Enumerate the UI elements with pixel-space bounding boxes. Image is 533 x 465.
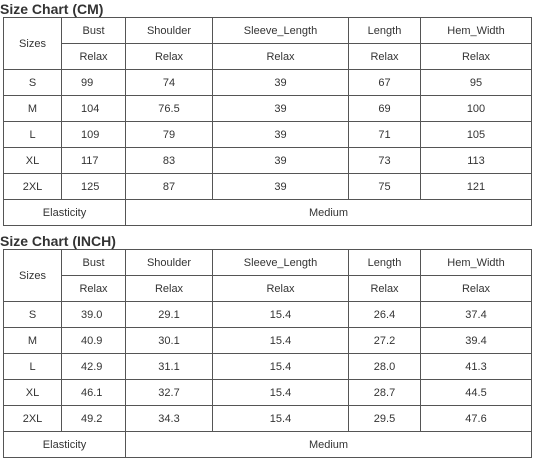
size-label: M: [4, 96, 62, 122]
size-label: S: [4, 70, 62, 96]
size-label: S: [4, 302, 62, 328]
size-chart-cm-table: [3, 17, 532, 226]
hem-width-value: 95: [421, 70, 532, 96]
length-value: 73: [349, 148, 421, 174]
column-header-shoulder: Shoulder: [126, 18, 213, 44]
fit-cell: Relax: [62, 276, 126, 302]
sleeve-length-value: 15.4: [213, 302, 349, 328]
fit-cell: Relax: [349, 276, 421, 302]
size-label: XL: [4, 148, 62, 174]
shoulder-value: 83: [126, 148, 213, 174]
bust-value: 104: [62, 96, 126, 122]
length-value: 28.0: [349, 354, 421, 380]
size-label: L: [4, 354, 62, 380]
bust-value: 42.9: [62, 354, 126, 380]
shoulder-value: 30.1: [126, 328, 213, 354]
fit-cell: Relax: [62, 44, 126, 70]
shoulder-value: 87: [126, 174, 213, 200]
fit-cell: Relax: [126, 44, 213, 70]
hem-width-value: 41.3: [421, 354, 532, 380]
bust-value: 46.1: [62, 380, 126, 406]
sleeve-length-value: 39: [213, 96, 349, 122]
size-label: L: [4, 122, 62, 148]
table-row: [4, 148, 532, 174]
length-value: 69: [349, 96, 421, 122]
sleeve-length-value: 15.4: [213, 354, 349, 380]
bust-value: 99: [62, 70, 126, 96]
fit-cell: Relax: [421, 44, 532, 70]
fit-cell: Relax: [349, 44, 421, 70]
shoulder-value: 34.3: [126, 406, 213, 432]
table-row: [4, 406, 532, 432]
hem-width-value: 39.4: [421, 328, 532, 354]
hem-width-value: 37.4: [421, 302, 532, 328]
length-value: 67: [349, 70, 421, 96]
column-header-hem-width: Hem_Width: [421, 250, 532, 276]
hem-width-value: 44.5: [421, 380, 532, 406]
hem-width-value: 113: [421, 148, 532, 174]
bust-value: 39.0: [62, 302, 126, 328]
elasticity-label: Elasticity: [4, 200, 126, 226]
sleeve-length-value: 15.4: [213, 406, 349, 432]
shoulder-value: 31.1: [126, 354, 213, 380]
sleeve-length-value: 39: [213, 148, 349, 174]
header-row: [4, 250, 532, 276]
size-label: XL: [4, 380, 62, 406]
bust-value: 109: [62, 122, 126, 148]
header-row: [4, 18, 532, 44]
fit-cell: Relax: [421, 276, 532, 302]
length-value: 71: [349, 122, 421, 148]
sizes-header: Sizes: [4, 250, 62, 302]
shoulder-value: 29.1: [126, 302, 213, 328]
column-header-hem-width: Hem_Width: [421, 18, 532, 44]
size-chart-inch-table: [3, 249, 532, 458]
sizes-header: Sizes: [4, 18, 62, 70]
table-row: [4, 302, 532, 328]
bust-value: 40.9: [62, 328, 126, 354]
fit-row: [4, 44, 532, 70]
size-label: M: [4, 328, 62, 354]
shoulder-value: 76.5: [126, 96, 213, 122]
fit-cell: Relax: [213, 44, 349, 70]
column-header-sleeve-length: Sleeve_Length: [213, 250, 349, 276]
shoulder-value: 32.7: [126, 380, 213, 406]
table-row: [4, 174, 532, 200]
sleeve-length-value: 15.4: [213, 380, 349, 406]
elasticity-value: Medium: [126, 432, 532, 458]
sleeve-length-value: 15.4: [213, 328, 349, 354]
table-row: [4, 122, 532, 148]
bust-value: 49.2: [62, 406, 126, 432]
column-header-shoulder: Shoulder: [126, 250, 213, 276]
table-row: [4, 328, 532, 354]
shoulder-value: 74: [126, 70, 213, 96]
table-row: [4, 354, 532, 380]
fit-cell: Relax: [126, 276, 213, 302]
size-chart-inch-title: Size Chart (INCH): [0, 233, 116, 249]
size-label: 2XL: [4, 174, 62, 200]
column-header-bust: Bust: [62, 18, 126, 44]
length-value: 28.7: [349, 380, 421, 406]
hem-width-value: 100: [421, 96, 532, 122]
elasticity-row: [4, 200, 532, 226]
length-value: 29.5: [349, 406, 421, 432]
size-label: 2XL: [4, 406, 62, 432]
hem-width-value: 47.6: [421, 406, 532, 432]
table-row: [4, 70, 532, 96]
fit-row: [4, 276, 532, 302]
length-value: 27.2: [349, 328, 421, 354]
column-header-length: Length: [349, 250, 421, 276]
sleeve-length-value: 39: [213, 122, 349, 148]
bust-value: 125: [62, 174, 126, 200]
bust-value: 117: [62, 148, 126, 174]
table-row: [4, 380, 532, 406]
length-value: 75: [349, 174, 421, 200]
column-header-length: Length: [349, 18, 421, 44]
hem-width-value: 105: [421, 122, 532, 148]
elasticity-value: Medium: [126, 200, 532, 226]
column-header-sleeve-length: Sleeve_Length: [213, 18, 349, 44]
length-value: 26.4: [349, 302, 421, 328]
sleeve-length-value: 39: [213, 70, 349, 96]
elasticity-row: [4, 432, 532, 458]
hem-width-value: 121: [421, 174, 532, 200]
elasticity-label: Elasticity: [4, 432, 126, 458]
table-row: [4, 96, 532, 122]
fit-cell: Relax: [213, 276, 349, 302]
shoulder-value: 79: [126, 122, 213, 148]
sleeve-length-value: 39: [213, 174, 349, 200]
size-chart-cm-title: Size Chart (CM): [0, 1, 104, 17]
column-header-bust: Bust: [62, 250, 126, 276]
